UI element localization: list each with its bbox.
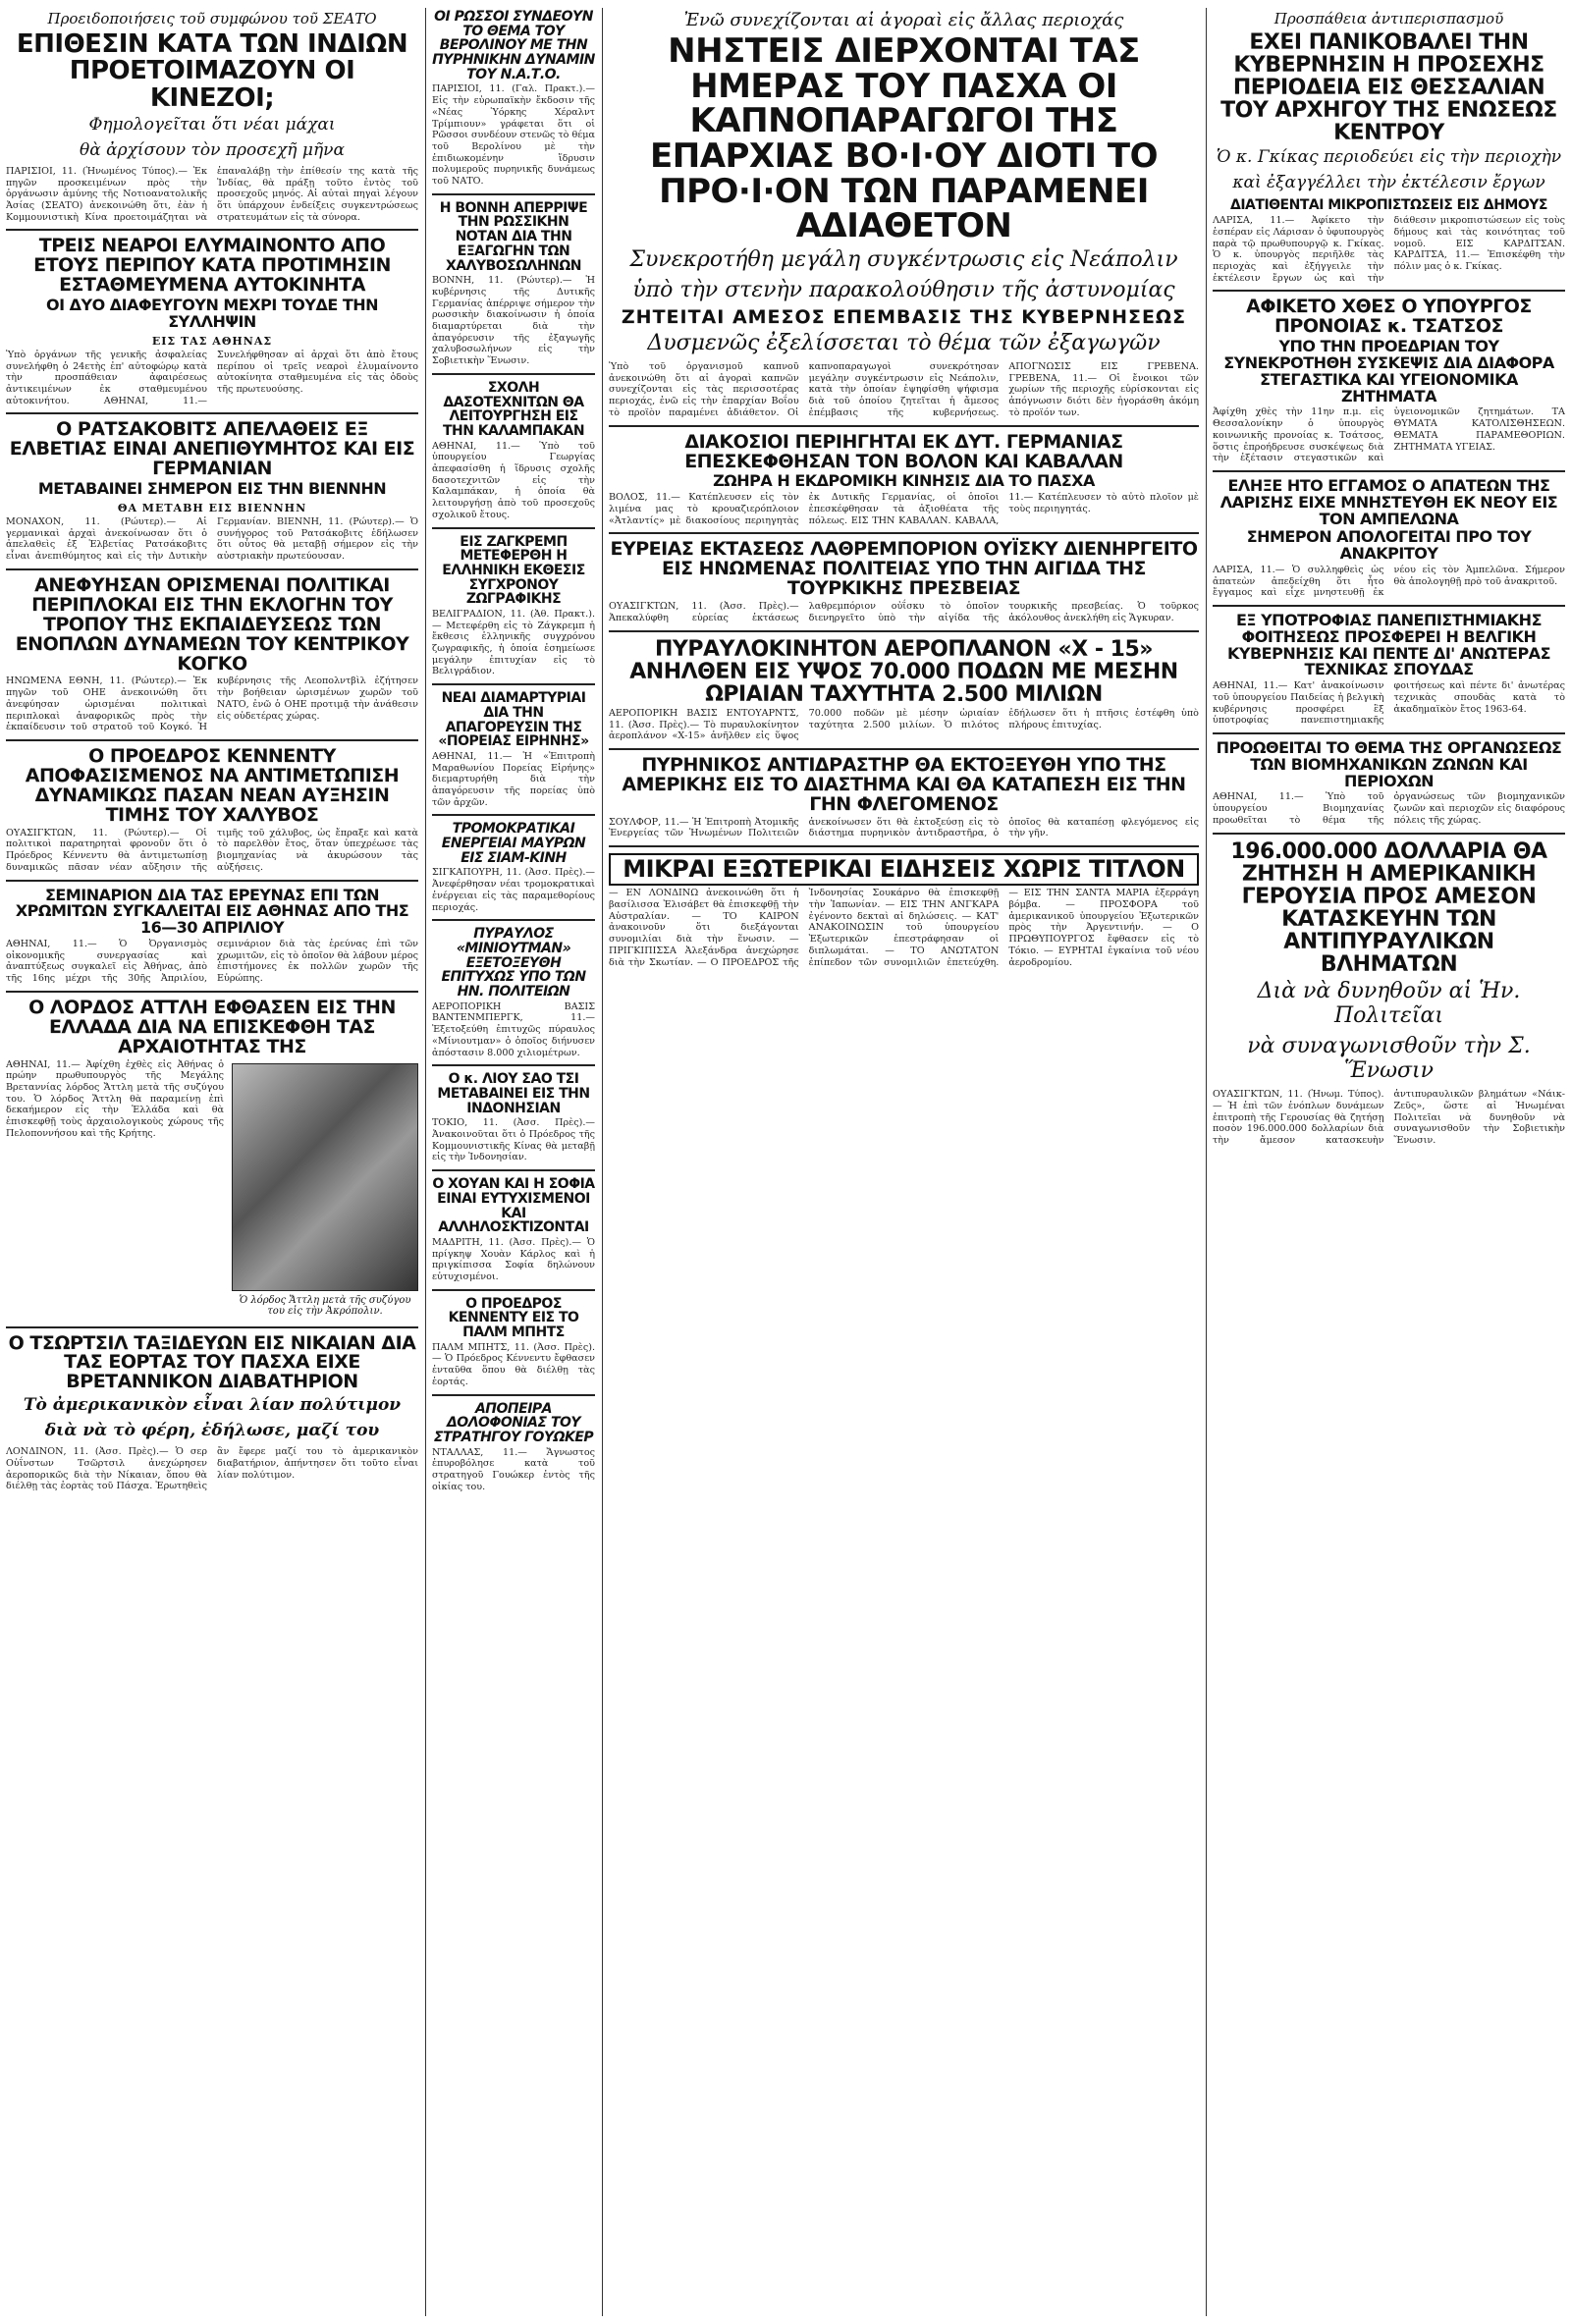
article-subheadline: θὰ ἀρχίσουν τὸν προσεχῆ μῆνα (80, 139, 345, 160)
article-body: ΑΘΗΝΑΙ, 11.— Κατ' ἀνακοίνωσιν τοῦ ὑπουργείου Παιδείας ἡ βελγικὴ κυβέρνησις προσφέρει ἓξ ὑποτροφίας πανεπιστημιακῆς φοιτήσεως καὶ πέντε δι' ἀνωτέρας τεχνικὰς σπουδὰς κατὰ τὸ ἀκαδημαϊκὸν ἔτος 1963-64. (1213, 680, 1565, 727)
article-headline: Η ΒΟΝΝΗ ΑΠΕΡΡΙΨΕ ΤΗΝ ΡΩΣΣΙΚΗΝ ΝΟΤΑΝ ΔΙΑ ΤΗΝ ΕΞΑΓΩΓΗΝ ΤΩΝ ΧΑΛΥΒΟΣΩΛΗΝΩΝ (439, 199, 588, 274)
article-subheadline: ΖΩΗΡΑ Η ΕΚΔΡΟΜΙΚΗ ΚΙΝΗΣΙΣ ΔΙΑ ΤΟ ΠΑΣΧΑ (713, 471, 1095, 491)
article-headline: ΔΙΑΚΟΣΙΟΙ ΠΕΡΙΗΓΗΤΑΙ ΕΚ ΔΥΤ. ΓΕΡΜΑΝΙΑΣ ΕΠΕΣΚΕΦΘΗΣΑΝ ΤΟΝ ΒΟΛΟΝ ΚΑΙ ΚΑΒΑΛΑΝ (684, 430, 1123, 472)
article-divider (6, 991, 418, 993)
article-headline: ΠΥΡΑΥΛΟΣ «ΜΙΝΙΟΥΤΜΑΝ» ΕΞΕΤΟΞΕΥΘΗ ΕΠΙΤΥΧΩΣ ΥΠΟ ΤΩΝ ΗΝ. ΠΟΛΙΤΕΙΩΝ (441, 926, 586, 1000)
article-divider (432, 683, 595, 685)
article-body: Ἀφίχθη χθὲς τὴν 11ην π.μ. εἰς Θεσσαλονίκην ὁ ὑπουργὸς κοινωνικῆς προνοίας κ. Τσάτσος, ὅστις ἐπροήδρευσε συσκέψεως διὰ τὴν ἐξέτασιν στεγαστικῶν καὶ ὑγειονομικῶν ζητημάτων. ΤΑ ΘΥΜΑΤΑ ΚΑΤΟΛΙΣΘΗΣΕΩΝ. ΘΕΜΑΤΑ ΠΑΡΑΜΕΘΟΡΙΩΝ. ΖΗΤΗΜΑΤΑ ΥΓΕΙΑΣ. (1213, 406, 1565, 464)
article-subheadline: Ὁ κ. Γκίκας περιοδεύει εἰς τὴν περιοχὴν (1216, 147, 1562, 168)
article-photo-block (6, 1059, 418, 1321)
article-byline: ΕΙΣ ΤΑΣ ΑΘΗΝΑΣ (151, 334, 273, 348)
article-byline: ΘΑ ΜΕΤΑΒΗ ΕΙΣ ΒΙΕΝΝΗΝ (117, 501, 307, 514)
article-body: ΟΥΑΣΙΓΚΤΩΝ, 11. (Ἡνωμ. Τύπος).— Ἡ ἐπὶ τῶν ἐνόπλων δυνάμεων ἐπιτροπὴ τῆς Γερουσίας θὰ ζητήσῃ ποσὸν 196.000.000 δολλαρίων διὰ τὴν ἄμεσον κατασκευὴν ἀντιπυραυλικῶν βλημάτων «Νάικ-Ζεῦς», ὥστε αἱ Ἡνωμέναι Πολιτεῖαι νὰ δυνηθοῦν νὰ συναγωνισθοῦν τὴν Σοβιετικὴν Ἕνωσιν. (1213, 1089, 1565, 1146)
article-headline: ΕΛΗΞΕ ΗΤΟ ΕΓΓΑΜΟΣ Ο ΑΠΑΤΕΩΝ ΤΗΣ ΛΑΡΙΣΗΣ ΕΙΧΕ ΜΝΗΣΤΕΥΘΗ ΕΚ ΝΕΟΥ ΕΙΣ ΤΟΝ ΑΜΠΕΛΩΝΑ (1219, 475, 1558, 528)
article-subheadline: διὰ νὰ τὸ φέρη, ἐδήλωσε, μαζί του (44, 1421, 380, 1441)
article-subheadline: ΜΕΤΑΒΑΙΝΕΙ ΣΗΜΕΡΟΝ ΕΙΣ ΤΗΝ ΒΙΕΝΝΗΝ (37, 479, 387, 499)
article-body: ΑΘΗΝΑΙ, 11.— Ὁ Ὀργανισμὸς οἰκονομικῆς συνεργασίας καὶ ἀναπτύξεως συγκαλεῖ εἰς Ἀθήνας, ἀπὸ τῆς 16ης μέχρι τῆς 30ῆς Ἀπριλίου, σεμινάριον διὰ τὰς ἐρεύνας ἐπὶ τῶν χρωμιτῶν, εἰς τὸ ὁποῖον θὰ λάβουν μέρος ἐπιστήμονες ἐκ πολλῶν χωρῶν τῆς Εὐρώπης. (6, 938, 418, 985)
article-body: ΤΟΚΙΟ, 11. (Ἀσσ. Πρὲς).— Ἀνακοινοῦται ὅτι ὁ Πρόεδρος τῆς Κομμουνιστικῆς Κίνας θὰ μεταβῇ εἰς τὴν Ἰνδονησίαν. (432, 1117, 595, 1163)
article-body: ΒΟΛΟΣ, 11.— Κατέπλευσεν εἰς τὸν λιμένα μας τὸ κρουαζιερόπλοιον «Ἀτλαντίς» μὲ διακοσίους περιηγητὰς ἐκ Δυτικῆς Γερμανίας, οἱ ὁποῖοι ἐπεσκέφθησαν τὰ ἀξιοθέατα τῆς πόλεως. ΕΙΣ ΤΗΝ ΚΑΒΑΛΑΝ. ΚΑΒΑΛΑ, 11.— Κατέπλευσεν τὸ αὐτὸ πλοῖον μὲ τοὺς περιηγητάς. (609, 492, 1199, 526)
article-headline: ΕΙΣ ΖΑΓΚΡΕΜΠ ΜΕΤΕΦΕΡΘΗ Η ΕΛΛΗΝΙΚΗ ΕΚΘΕΣΙΣ ΣΥΓΧΡΟΝΟΥ ΖΩΓΡΑΦΙΚΗΣ (442, 533, 585, 608)
article-kicker: Ἐνῶ συνεχίζονται αἱ ἀγοραὶ εἰς ἄλλας περιοχάς (683, 10, 1124, 30)
article-headline: ΣΕΜΙΝΑΡΙΟΝ ΔΙΑ ΤΑΣ ΕΡΕΥΝΑΣ ΕΠΙ ΤΩΝ ΧΡΩΜΙΤΩΝ ΣΥΓΚΑΛΕΙΤΑΙ ΕΙΣ ΑΘΗΝΑΣ ΑΠΟ ΤΗΣ 16—30 ΑΠΡΙΛΙΟΥ (15, 885, 409, 938)
article-body: ΒΕΛΙΓΡΑΔΙΟΝ, 11. (Ἀθ. Πρακτ.).— Μετεφέρθη εἰς τὸ Ζάγκρεμπ ἡ ἔκθεσις ἑλληνικῆς συγχρόνου ζωγραφικῆς, ἡ ὁποία ἐσημείωσε μεγάλην ἐπιτυχίαν εἰς τὸ Βελιγράδιον. (432, 608, 595, 677)
article-divider (432, 373, 595, 375)
article-subheadline: Τὸ ἀμερικανικὸν εἶναι λίαν πολύτιμον (23, 1395, 402, 1416)
article-headline: ΑΠΟΠΕΙΡΑ ΔΟΛΟΦΟΝΙΑΣ ΤΟΥ ΣΤΡΑΤΗΓΟΥ ΓΟΥΩΚΕΡ (433, 1400, 594, 1445)
article-headline: ΣΧΟΛΗ ΔΑΣΟΤΕΧΝΙΤΩΝ ΘΑ ΛΕΙΤΟΥΡΓΗΣΗ ΕΙΣ ΤΗΝ ΚΑΛΑΜΠΑΚΑΝ (442, 379, 585, 439)
article-divider (6, 1326, 418, 1328)
article-divider (1213, 833, 1565, 835)
attlee-photo (232, 1063, 418, 1291)
article-body: ΜΟΝΑΧΟΝ, 11. (Ρώυτερ).— Αἱ γερμανικαὶ ἀρχαὶ ἀνεκοίνωσαν ὅτι ὁ ἀπελαθεὶς ἐξ Ἑλβετίας Ρατσάκοβιτς εἶναι ἀνεπιθύμητος καὶ εἰς τὴν Δυτικὴν Γερμανίαν. ΒΙΕΝΝΗ, 11. (Ρώυτερ).— Ὁ συνήγορος τοῦ Ρατσάκοβιτς ἐδήλωσεν ὅτι οὗτος θὰ μεταβῇ σήμερον εἰς τὴν αὐστριακὴν πρωτεύουσαν. (6, 515, 418, 563)
article-body: ΝΤΑΛΛΑΣ, 11.— Ἄγνωστος ἐπυροβόλησε κατὰ τοῦ στρατηγοῦ Γουώκερ ἐντὸς τῆς οἰκίας του. (432, 1446, 595, 1492)
article-headline: Ο ΤΣΩΡΤΣΙΛ ΤΑΞΙΔΕΥΩΝ ΕΙΣ ΝΙΚΑΙΑΝ ΔΙΑ ΤΑΣ ΕΟΡΤΑΣ ΤΟΥ ΠΑΣΧΑ ΕΙΧΕ ΒΡΕΤΑΝΝΙΚΟΝ ΔΙΑΒΑΤΗΡΙΟΝ (8, 1331, 416, 1393)
article-headline: Ο ΛΟΡΔΟΣ ΑΤΤΛΗ ΕΦΘΑΣΕΝ ΕΙΣ ΤΗΝ ΕΛΛΑΔΑ ΔΙΑ ΝΑ ΕΠΙΣΚΕΦΘΗ ΤΑΣ ΑΡΧΑΙΟΤΗΤΑΣ ΤΗΣ (28, 996, 396, 1057)
article-divider (1213, 605, 1565, 607)
article-body: ΗΝΩΜΕΝΑ ΕΘΝΗ, 11. (Ρώυτερ).— Ἐκ πηγῶν τοῦ ΟΗΕ ἀνεκοινώθη ὅτι ἀνεφύησαν ὡρισμέναι πολιτικαὶ περιπλοκαὶ ἀναφορικῶς πρὸς τὴν ἐκπαίδευσιν τοῦ στρατοῦ τοῦ Κογκό. Ἡ κυβέρνησις τῆς Λεοπολντβὶλ ἐζήτησεν τὴν βοήθειαν ὡρισμένων χωρῶν τοῦ ΝΑΤΟ, ἐνῶ ὁ ΟΗΕ προτιμᾷ τὴν ἀνάθεσιν εἰς οὐδετέρας χώρας. (6, 676, 418, 733)
article-headline: ΕΞ ΥΠΟΤΡΟΦΙΑΣ ΠΑΝΕΠΙΣΤΗΜΙΑΚΗΣ ΦΟΙΤΗΣΕΩΣ ΠΡΟΣΦΕΡΕΙ Η ΒΕΛΓΙΚΗ ΚΥΒΕΡΝΗΣΙΣ ΚΑΙ ΠΕΝΤΕ ΔΙ' ΑΝΩΤΕΡΑΣ ΤΕΧΝΙΚΑΣ ΣΠΟΥΔΑΣ (1227, 611, 1550, 679)
article-subheadline: Φημολογεῖται ὅτι νέαι μάχαι (88, 114, 336, 135)
article-headline: ΤΡΟΜΟΚΡΑΤΙΚΑΙ ΕΝΕΡΓΕΙΑΙ ΜΑΥΡΩΝ ΕΙΣ ΣΙΑΜ-ΚΙΝΗ (441, 821, 586, 866)
article-divider (609, 630, 1199, 632)
article-subheadline: ΥΠΟ ΤΗΝ ΠΡΟΕΔΡΙΑΝ ΤΟΥ ΣΥΝΕΚΡΟΤΗΘΗ ΣΥΣΚΕΨΙΣ ΔΙΑ ΔΙΑΦΟΡΑ ΣΤΕΓΑΣΤΙΚΑ ΚΑΙ ΥΓΕΙΟΝΟΜΙΚΑ ΖΗΤΗΜΑΤΑ (1223, 337, 1554, 405)
article-divider (6, 568, 418, 570)
article-divider (1213, 732, 1565, 734)
article-body: ΒΟΝΝΗ, 11. (Ρώυτερ).— Ἡ κυβέρνησις τῆς Δυτικῆς Γερμανίας ἀπέρριψε σήμερον τὴν ρωσσικὴν διακοίνωσιν ἡ ὁποία διαμαρτύρεται διὰ τὴν ἀπαγόρευσιν τῆς ἐξαγωγῆς χαλυβοσωλήνων εἰς τὴν Σοβιετικὴν Ἕνωσιν. (432, 275, 595, 367)
article-divider (609, 845, 1199, 847)
article-divider (609, 425, 1199, 427)
article-body: ΣΟΥΛΦΟΡ, 11.— Ἡ Ἐπιτροπὴ Ἀτομικῆς Ἐνεργείας τῶν Ἡνωμένων Πολιτειῶν ἀνεκοίνωσεν ὅτι θὰ ἐκτοξεύσῃ εἰς τὸ διάστημα πυρηνικὸν ἀντιδραστῆρα, ὁ ὁποῖος θὰ καταπέσῃ φλεγόμενος εἰς τὴν γῆν. (609, 816, 1199, 839)
article-body: ΑΘΗΝΑΙ, 11.— Ἀφίχθη ἐχθὲς εἰς Ἀθήνας ὁ πρώην πρωθυπουργὸς τῆς Μεγάλης Βρεταννίας λόρδος Ἄττλη μετὰ τῆς συζύγου του. Ὁ λόρδος Ἄττλη θὰ παραμείνῃ ἐπὶ δεκαήμερον εἰς τὴν Ἑλλάδα καὶ θὰ ἐπισκεφθῇ τοὺς ἀρχαιολογικοὺς χώρους τῆς Πελοποννήσου καὶ τῆς Κρήτης. (6, 1058, 224, 1139)
article-divider (1213, 290, 1565, 292)
article-headline: ΤΡΕΙΣ ΝΕΑΡΟΙ ΕΛΥΜΑΙΝΟΝΤΟ ΑΠΟ ΕΤΟΥΣ ΠΕΡΙΠΟΥ ΚΑΤΑ ΠΡΟΤΙΜΗΣΙΝ ΕΣΤΑΘΜΕΥΜΕΝΑ ΑΥΤΟΚΙΝΗΤΑ (33, 235, 391, 297)
article-subheadline: καὶ ἐξαγγέλλει τὴν ἐκτέλεσιν ἔργων (1232, 173, 1545, 193)
column-4 (1213, 8, 1565, 2316)
article-kicker: Προειδοποιήσεις τοῦ συμφώνου τοῦ ΣΕΑΤΟ (47, 10, 377, 27)
photo-caption: Ὁ λόρδος Ἄττλη μετὰ τῆς συζύγου του εἰς τὴν Ἀκρόπολιν. (239, 1294, 411, 1317)
article-headline: ΠΥΡΗΝΙΚΟΣ ΑΝΤΙΔΡΑΣΤΗΡ ΘΑ ΕΚΤΟΞΕΥΘΗ ΥΠΟ ΤΗΣ ΑΜΕΡΙΚΗΣ ΕΙΣ ΤΟ ΔΙΑΣΤΗΜΑ ΚΑΙ ΘΑ ΚΑΤΑΠΕΣΗ ΕΙΣ ΤΗΝ ΓΗΝ ΦΛΕΓΟΜΕΝΟΣ (622, 753, 1186, 815)
article-headline: ΝΕΑΙ ΔΙΑΜΑΡΤΥΡΙΑΙ ΔΙΑ ΤΗΝ ΑΠΑΓΟΡΕΥΣΙΝ ΤΗΣ «ΠΟΡΕΙΑΣ ΕΙΡΗΝΗΣ» (438, 690, 589, 750)
article-divider (432, 1394, 595, 1396)
article-subheadline: ΟΙ ΔΥΟ ΔΙΑΦΕΥΓΟΥΝ ΜΕΧΡΙ ΤΟΥΔΕ ΤΗΝ ΣΥΛΛΗΨΙΝ (45, 296, 379, 332)
article-headline: Ο ΡΑΤΣΑΚΟΒΙΤΣ ΑΠΕΛΑΘΕΙΣ ΕΞ ΕΛΒΕΤΙΑΣ ΕΙΝΑΙ ΑΝΕΠΙΘΥΜΗΤΟΣ ΚΑΙ ΕΙΣ ΓΕΡΜΑΝΙΑΝ (9, 418, 415, 480)
article-section-heading: ΔΙΑΤΙΘΕΝΤΑΙ ΜΙΚΡΟΠΙΣΤΩΣΕΙΣ ΕΙΣ ΔΗΜΟΥΣ (1230, 197, 1547, 214)
article-divider (6, 412, 418, 414)
article-divider (432, 527, 595, 529)
photo-frame (232, 1059, 418, 1321)
article-divider (432, 814, 595, 816)
column-2 (432, 8, 595, 2316)
column-1 (6, 8, 418, 2316)
article-divider (609, 532, 1199, 534)
article-divider (6, 739, 418, 741)
article-headline: ΠΥΡΑΥΛΟΚΙΝΗΤΟΝ ΑΕΡΟΠΛΑΝΟΝ «Χ - 15» ΑΝΗΛΘΕΝ ΕΙΣ ΥΨΟΣ 70.000 ΠΟΔΩΝ ΜΕ ΜΕΣΗΝ ΩΡΙΑΙΑΝ ΤΑΧΥΤΗΤΑ 2.500 ΜΙΛΙΩΝ (629, 636, 1178, 707)
column-rule (1206, 8, 1207, 2316)
article-divider (432, 1169, 595, 1171)
article-divider (432, 193, 595, 195)
article-headline: ΕΥΡΕΙΑΣ ΕΚΤΑΣΕΩΣ ΛΑΘΡΕΜΠΟΡΙΟΝ ΟΥΪΣΚΥ ΔΙΕΝΗΡΓΕΙΤΟ ΕΙΣ ΗΝΩΜΕΝΑΣ ΠΟΛΙΤΕΙΑΣ ΥΠΟ ΤΗΝ ΑΙΓΙΔΑ ΤΗΣ ΤΟΥΡΚΙΚΗΣ ΠΡΕΣΒΕΙΑΣ (610, 538, 1198, 600)
article-subheadline: Συνεκροτήθη μεγάλη συγκέντρωσις εἰς Νεάπολιν (629, 247, 1178, 273)
article-body: ΛΑΡΙΣΑ, 11.— Ὁ συλληφθεὶς ὡς ἀπατεὼν ἀπεδείχθη ὅτι ἦτο ἔγγαμος καὶ εἶχε μνηστευθῇ ἐκ νέου εἰς τὸν Ἀμπελῶνα. Σήμερον θὰ ἀπολογηθῇ πρὸ τοῦ ἀνακριτοῦ. (1213, 564, 1565, 599)
article-kicker: Προσπάθεια ἀντιπερισπασμοῦ (1273, 10, 1504, 27)
article-body: ΑΘΗΝΑΙ, 11.— Ὑπὸ τοῦ ὑπουργείου Γεωργίας ἀπεφασίσθη ἡ ἵδρυσις σχολῆς δασοτεχνιτῶν εἰς τὴν Καλαμπάκαν, ἡ ὁποία θὰ λειτουργήσῃ ἀπὸ τοῦ προσεχοῦς σχολικοῦ ἔτους. (432, 440, 595, 520)
article-headline: Ο ΧΟΥΑΝ ΚΑΙ Η ΣΟΦΙΑ ΕΙΝΑΙ ΕΥΤΥΧΙΣΜΕΝΟΙ ΚΑΙ ΑΛΛΗΛΟΣΚΤΙΖΟΝΤΑΙ (432, 1176, 595, 1236)
article-body: ΛΑΡΙΣΑ, 11.— Ἀφίκετο τὴν ἑσπέραν εἰς Λάρισαν ὁ ὑφυπουργὸς παρὰ τῷ πρωθυπουργῷ κ. Γκίκας. Ὁ κ. ὑπουργὸς περιῆλθε τὰς περιοχὰς καὶ ἐξήγγειλε τὴν ἐκτέλεσιν ἔργων ὡς καὶ τὴν διάθεσιν μικροπιστώσεων εἰς τοὺς δήμους καὶ τὰς κοινότητας τοῦ νομοῦ. ΕΙΣ ΚΑΡΔΙΤΣΑΝ. ΚΑΡΔΙΤΣΑ, 11.— Ἐπισκέφθη τὴν πόλιν μας ὁ κ. Γκίκας. (1213, 215, 1565, 284)
article-headline: ΕΠΙΘΕΣΙΝ ΚΑΤΑ ΤΩΝ ΙΝΔΙΩΝ ΠΡΟΕΤΟΙΜΑΖΟΥΝ ΟΙ ΚΙΝΕΖΟΙ; (16, 29, 408, 113)
article-headline: ΕΧΕΙ ΠΑΝΙΚΟΒΑΛΕΙ ΤΗΝ ΚΥΒΕΡΝΗΣΙΝ Η ΠΡΟΣΕΧΗΣ ΠΕΡΙΟΔΕΙΑ ΕΙΣ ΘΕΣΣΑΛΙΑΝ ΤΟΥ ΑΡΧΗΓΟΥ ΤΗΣ ΕΝΩΣΕΩΣ ΚΕΝΤΡΟΥ (1220, 30, 1557, 146)
article-body: ΠΑΛΜ ΜΠΗΤΣ, 11. (Ἀσσ. Πρὲς).— Ὁ Πρόεδρος Κέννεντυ ἔφθασεν ἐνταῦθα ὅπου θὰ διέλθῃ τὰς ἑορτάς. (432, 1341, 595, 1387)
article-body: ΜΑΔΡΙΤΗ, 11. (Ἀσσ. Πρὲς).— Ὁ πρίγκηψ Χουὰν Κάρλος καὶ ἡ πριγκίπισσα Σοφία δηλώνουν εὐτυχισμένοι. (432, 1236, 595, 1282)
article-divider (432, 919, 595, 921)
article-subheadline: ὑπὸ τὴν στενὴν παρακολούθησιν τῆς ἀστυνομίας (632, 278, 1175, 303)
article-body: ΑΕΡΟΠΟΡΙΚΗ ΒΑΣΙΣ ΕΝΤΟΥΑΡΝΤΣ, 11. (Ἀσσ. Πρὲς).— Τὸ πυραυλοκίνητον ἀεροπλάνον «Χ-15» ἀνῆλθεν εἰς ὕψος 70.000 ποδῶν μὲ μέσην ὡριαίαν ταχύτητα 2.500 μιλίων. Ὁ πιλότος ἐδήλωσεν ὅτι ἡ πτῆσις ἐστέφθη ὑπὸ πλήρους ἐπιτυχίας. (609, 707, 1199, 742)
article-divider (609, 748, 1199, 750)
article-body: ΣΙΓΚΑΠΟΥΡΗ, 11. (Ἀσσ. Πρὲς).— Ἀνεφέρθησαν νέαι τρομοκρατικαὶ ἐνέργειαι εἰς τὰς παραμεθορίους περιοχάς. (432, 867, 595, 913)
article-subheadline: Δυσμενῶς ἐξελίσσεται τὸ θέμα τῶν ἐξαγωγῶν (647, 331, 1161, 356)
article-body: ΠΑΡΙΣΙΟΙ, 11. (Γαλ. Πρακτ.).— Εἰς τὴν εὐρωπαϊκὴν ἔκδοσιν τῆς «Νέας Ὑόρκης Χέραλντ Τρίμπιουν» γράφεται ὅτι οἱ Ρῶσσοι συνδέουν στενῶς τὸ θέμα τοῦ Βερολίνου μὲ τὴν ἐπιδιωκομένην ἵδρυσιν πολυμεροῦς πυρηνικῆς δυνάμεως τοῦ ΝΑΤΟ. (432, 83, 595, 188)
article-subheadline: νὰ συναγωνισθοῦν τὴν Σ. Ἕνωσιν (1247, 1034, 1531, 1084)
article-subheadline: Διὰ νὰ δυνηθοῦν αἱ Ἡν. Πολιτεῖαι (1257, 979, 1521, 1029)
article-headline: ΟΙ ΡΩΣΣΟΙ ΣΥΝΔΕΟΥΝ ΤΟ ΘΕΜΑ ΤΟΥ ΒΕΡΟΛΙΝΟΥ ΜΕ ΤΗΝ ΠΥΡΗΝΙΚΗΝ ΔΥΝΑΜΙΝ ΤΟΥ Ν.Α.Τ.Ο. (432, 9, 595, 82)
article-headline: Ο κ. ΛΙΟΥ ΣΑΟ ΤΣΙ ΜΕΤΑΒΑΙΝΕΙ ΕΙΣ ΤΗΝ ΙΝΔΟΝΗΣΙΑΝ (437, 1071, 590, 1116)
article-headline: Ο ΠΡΟΕΔΡΟΣ ΚΕΝΝΕΝΤΥ ΑΠΟΦΑΣΙΣΜΕΝΟΣ ΝΑ ΑΝΤΙΜΕΤΩΠΙΣΗ ΔΥΝΑΜΙΚΩΣ ΠΑΣΑΝ ΝΕΑΝ ΑΥΞΗΣΙΝ ΤΙΜΗΣ ΤΟΥ ΧΑΛΥΒΟΣ (25, 744, 400, 826)
article-body: ΟΥΑΣΙΓΚΤΩΝ, 11. (Ἀσσ. Πρὲς).— Ἀπεκαλύφθη εὐρείας ἐκτάσεως λαθρεμπόριον οὐΐσκυ τὸ ὁποῖον διενηργεῖτο ὑπὸ τὴν αἰγίδα τῆς τουρκικῆς πρεσβείας. Ὁ τοῦρκος ἀκόλουθος ἀνεκλήθη εἰς Ἄγκυραν. (609, 601, 1199, 623)
article-body: ΠΑΡΙΣΙΟΙ, 11. (Ἡνωμένος Τύπος).— Ἐκ πηγῶν προσκειμένων πρὸς τὴν ὀργάνωσιν ἀμύνης τῆς Νοτιοανατολικῆς Ἀσίας (ΣΕΑΤΟ) ἀνεκοινώθη ὅτι, ἐὰν ἡ Κομμουνιστικὴ Κίνα προετοιμάζηται νὰ ἐπαναλάβῃ τὴν ἐπίθεσίν της κατὰ τῆς Ἰνδίας, θὰ πράξῃ τοῦτο ἐντὸς τοῦ προσεχοῦς μηνός. Αἱ αὐταὶ πηγαὶ λέγουν ὅτι ὑπάρχουν ἐνδείξεις συγκεντρώσεως στρατευμάτων εἰς τὰ σύνορα. (6, 165, 418, 223)
article-body: Ὑπὸ τοῦ ὀργανισμοῦ καπνοῦ ἀνεκοινώθη ὅτι αἱ ἀγοραὶ καπνῶν συνεχίζονται εἰς τὰς περισσοτέρας περιοχάς, ἐνῶ εἰς τὴν ἐπαρχίαν Βοΐου τὸ προϊὸν παραμένει ἀδιάθετον. Οἱ καπνοπαραγωγοὶ συνεκρότησαν μεγάλην συγκέντρωσιν εἰς Νεάπολιν, κατὰ τὴν ὁποίαν ἐψηφίσθη ψήφισμα διὰ τοῦ ὁποίου ζητεῖται ἡ ἄμεσος ἐπέμβασις τῆς κυβερνήσεως. ΑΠΟΓΝΩΣΙΣ ΕΙΣ ΓΡΕΒΕΝΑ. ΓΡΕΒΕΝΑ, 11.— Οἱ ἔνοικοι τῶν χωρίων τῆς περιοχῆς εὑρίσκονται εἰς ἀπόγνωσιν διότι δὲν ἠγοράσθη ἀκόμη τὸ προϊόν των. (609, 361, 1199, 418)
article-body: ΑΕΡΟΠΟΡΙΚΗ ΒΑΣΙΣ ΒΑΝΤΕΝΜΠΕΡΓΚ, 11.— Ἐξετοξεύθη ἐπιτυχῶς πύραυλος «Μίνιουτμαν» ὁ ὁποῖος διήνυσεν ἀπόστασιν 8.000 χιλιομέτρων. (432, 1000, 595, 1058)
article-body: ΑΘΗΝΑΙ, 11.— Ἡ «Ἐπιτροπὴ Μαραθωνίου Πορείας Εἰρήνης» διεμαρτυρήθη διὰ τὴν ἀπαγόρευσιν τῆς πορείας ὑπὸ τῶν ἀρχῶν. (432, 750, 595, 808)
article-body: ΛΟΝΔΙΝΟΝ, 11. (Ἀσσ. Πρὲς).— Ὁ σερ Οὐΐνστων Τσῶρτσιλ ἀνεχώρησεν ἀεροπορικῶς διὰ τὴν Νίκαιαν, ὅπου θὰ διέλθῃ τὰς ἑορτὰς τοῦ Πάσχα. Ἐρωτηθεὶς ἂν ἔφερε μαζί του τὸ ἀμερικανικὸν διαβατήριον, ἀπήντησεν ὅτι τοῦτο εἶναι λίαν πολύτιμον. (6, 1446, 418, 1492)
article-headline: Ο ΠΡΟΕΔΡΟΣ ΚΕΝΝΕΝΤΥ ΕΙΣ ΤΟ ΠΑΛΜ ΜΠΗΤΣ (448, 1295, 579, 1341)
article-subheadline: ΣΗΜΕΡΟΝ ΑΠΟΛΟΓΕΙΤΑΙ ΠΡΟ ΤΟΥ ΑΝΑΚΡΙΤΟΥ (1246, 527, 1532, 564)
article-divider (432, 1064, 595, 1066)
article-divider (1213, 470, 1565, 472)
article-headline: ΜΙΚΡΑΙ ΕΞΩΤΕΡΙΚΑΙ ΕΙΔΗΣΕΙΣ ΧΩΡΙΣ ΤΙΤΛΟΝ (609, 853, 1199, 886)
article-divider (432, 1289, 595, 1291)
article-headline: ΠΡΟΩΘΕΙΤΑΙ ΤΟ ΘΕΜΑ ΤΗΣ ΟΡΓΑΝΩΣΕΩΣ ΤΩΝ ΒΙΟΜΗΧΑΝΙΚΩΝ ΖΩΝΩΝ ΚΑΙ ΠΕΡΙΟΧΩΝ (1216, 738, 1562, 790)
article-body: — ΕΝ ΛΟΝΔΙΝΩ ἀνεκοινώθη ὅτι ἡ βασίλισσα Ἐλισάβετ θὰ ἐπισκεφθῇ τὴν Αὐστραλίαν. — ΤΟ ΚΑΙΡΟΝ ἀνακοινοῦν ὅτι διεξάγονται συνομιλίαι διὰ τὴν ἕνωσιν. — ΠΡΙΓΚΙΠΙΣΣΑ Ἀλεξάνδρα ἀνεχώρησε διὰ τὴν Σκωτίαν. — Ο ΠΡΟΕΔΡΟΣ τῆς Ἰνδονησίας Σουκάρνο θὰ ἐπισκεφθῇ τὴν Ἰαπωνίαν. — ΕΙΣ ΤΗΝ ΑΝΓΚΑΡΑ ἐγένοντο δεκταὶ αἱ δηλώσεις. — ΚΑΤ' ΑΝΑΚΟΙΝΩΣΙΝ τοῦ ὑπουργείου Ἐξωτερικῶν ἐπεστράφησαν οἱ διπλωμάται. — ΤΟ ΑΝΩΤΑΤΟΝ ἐπίπεδον τῶν συνομιλιῶν ἐπετεύχθη. — ΕΙΣ ΤΗΝ ΣΑΝΤΑ ΜΑΡΙΑ ἐξερράγη βόμβα. — ΠΡΟΣΦΟΡΑ τοῦ ἀμερικανικοῦ ὑπουργείου Ἐξωτερικῶν πρὸς τὴν Ἀργεντινήν. — Ο ΠΡΩΘΥΠΟΥΡΓΟΣ ἔφθασεν εἰς τὸ Τόκιο. — ΕΥΡΗΤΑΙ ἐγκαίνια τοῦ νέου ἀεροδρομίου. (609, 888, 1199, 968)
article-body: Ὑπὸ ὀργάνων τῆς γενικῆς ἀσφαλείας συνελήφθη ὁ 24ετὴς ἐπ' αὐτοφώρῳ κατὰ τὴν προσπάθειαν ἀφαιρέσεως ἀντικειμένων ἐκ σταθμευμένου αὐτοκινήτου. ΑΘΗΝΑΙ, 11.— Συνελήφθησαν αἱ ἀρχαὶ ὅτι ἀπὸ ἔτους περίπου οἱ τρεῖς νεαροὶ ἐλυμαίνοντο αὐτοκίνητα σταθμευμένα εἰς τὰς ὁδοὺς τῆς πρωτευούσης. (6, 349, 418, 406)
column-rule (425, 8, 426, 2316)
article-divider (6, 880, 418, 882)
article-headline: 196.000.000 ΔΟΛΛΑΡΙΑ ΘΑ ΖΗΤΗΣΗ Η ΑΜΕΡΙΚΑΝΙΚΗ ΓΕΡΟΥΣΙΑ ΠΡΟΣ ΑΜΕΣΟΝ ΚΑΤΑΣΚΕΥΗΝ ΤΩΝ ΑΝΤΙΠΥΡΑΥΛΙΚΩΝ ΒΛΗΜΑΤΩΝ (1230, 838, 1547, 978)
column-3 (609, 8, 1199, 2316)
article-divider (6, 229, 418, 231)
lead-headline: ΝΗΣΤΕΙΣ ΔΙΕΡΧΟΝΤΑΙ ΤΑΣ ΗΜΕΡΑΣ ΤΟΥ ΠΑΣΧΑ ΟΙ ΚΑΠΝΟΠΑΡΑΓΩΓΟΙ ΤΗΣ ΕΠΑΡΧΙΑΣ ΒΟ·Ι·ΟΥ ΔΙΟΤΙ ΤΟ ΠΡΟ·Ι·ΟΝ ΤΩΝ ΠΑΡΑΜΕΝΕΙ ΑΔΙΑΘΕΤΟΝ (650, 31, 1158, 246)
article-body: ΑΘΗΝΑΙ, 11.— Ὑπὸ τοῦ ὑπουργείου Βιομηχανίας προωθεῖται τὸ θέμα τῆς ὀργανώσεως τῶν βιομηχανικῶν ζωνῶν καὶ περιοχῶν εἰς διαφόρους πόλεις τῆς χώρας. (1213, 791, 1565, 826)
article-headline: ΖΗΤΕΙΤΑΙ ΑΜΕΣΟΣ ΕΠΕΜΒΑΣΙΣ ΤΗΣ ΚΥΒΕΡΝΗΣΕΩΣ (621, 306, 1187, 329)
article-body: ΟΥΑΣΙΓΚΤΩΝ, 11. (Ρώυτερ).— Οἱ πολιτικοὶ παρατηρηταὶ φρονοῦν ὅτι ὁ Πρόεδρος Κέννεντυ θὰ ἀντιμετωπίσῃ δυναμικῶς πᾶσαν νέαν αὔξησιν τῆς τιμῆς τοῦ χάλυβος, ὡς ἔπραξε καὶ κατὰ τὸ παρελθὸν ἔτος, ὅταν ὑπεχρέωσε τὰς βιομηχανίας νὰ ἀκυρώσουν τὰς αὐξήσεις. (6, 827, 418, 873)
article-headline: ΑΦΙΚΕΤΟ ΧΘΕΣ Ο ΥΠΟΥΡΓΟΣ ΠΡΟΝΟΙΑΣ κ. ΤΣΑΤΣΟΣ (1246, 296, 1532, 338)
article-headline: ΑΝΕΦΥΗΣΑΝ ΟΡΙΣΜΕΝΑΙ ΠΟΛΙΤΙΚΑΙ ΠΕΡΙΠΛΟΚΑΙ ΕΙΣ ΤΗΝ ΕΚΛΟΓΗΝ ΤΟΥ ΤΡΟΠΟΥ ΤΗΣ ΕΚΠΑΙΔΕΥΣΕΩΣ ΤΩΝ ΕΝΟΠΛΩΝ ΔΥΝΑΜΕΩΝ ΤΟΥ ΚΕΝΤΡΙΚΟΥ ΚΟΓΚΟ (15, 573, 409, 675)
column-rule (602, 8, 603, 2316)
